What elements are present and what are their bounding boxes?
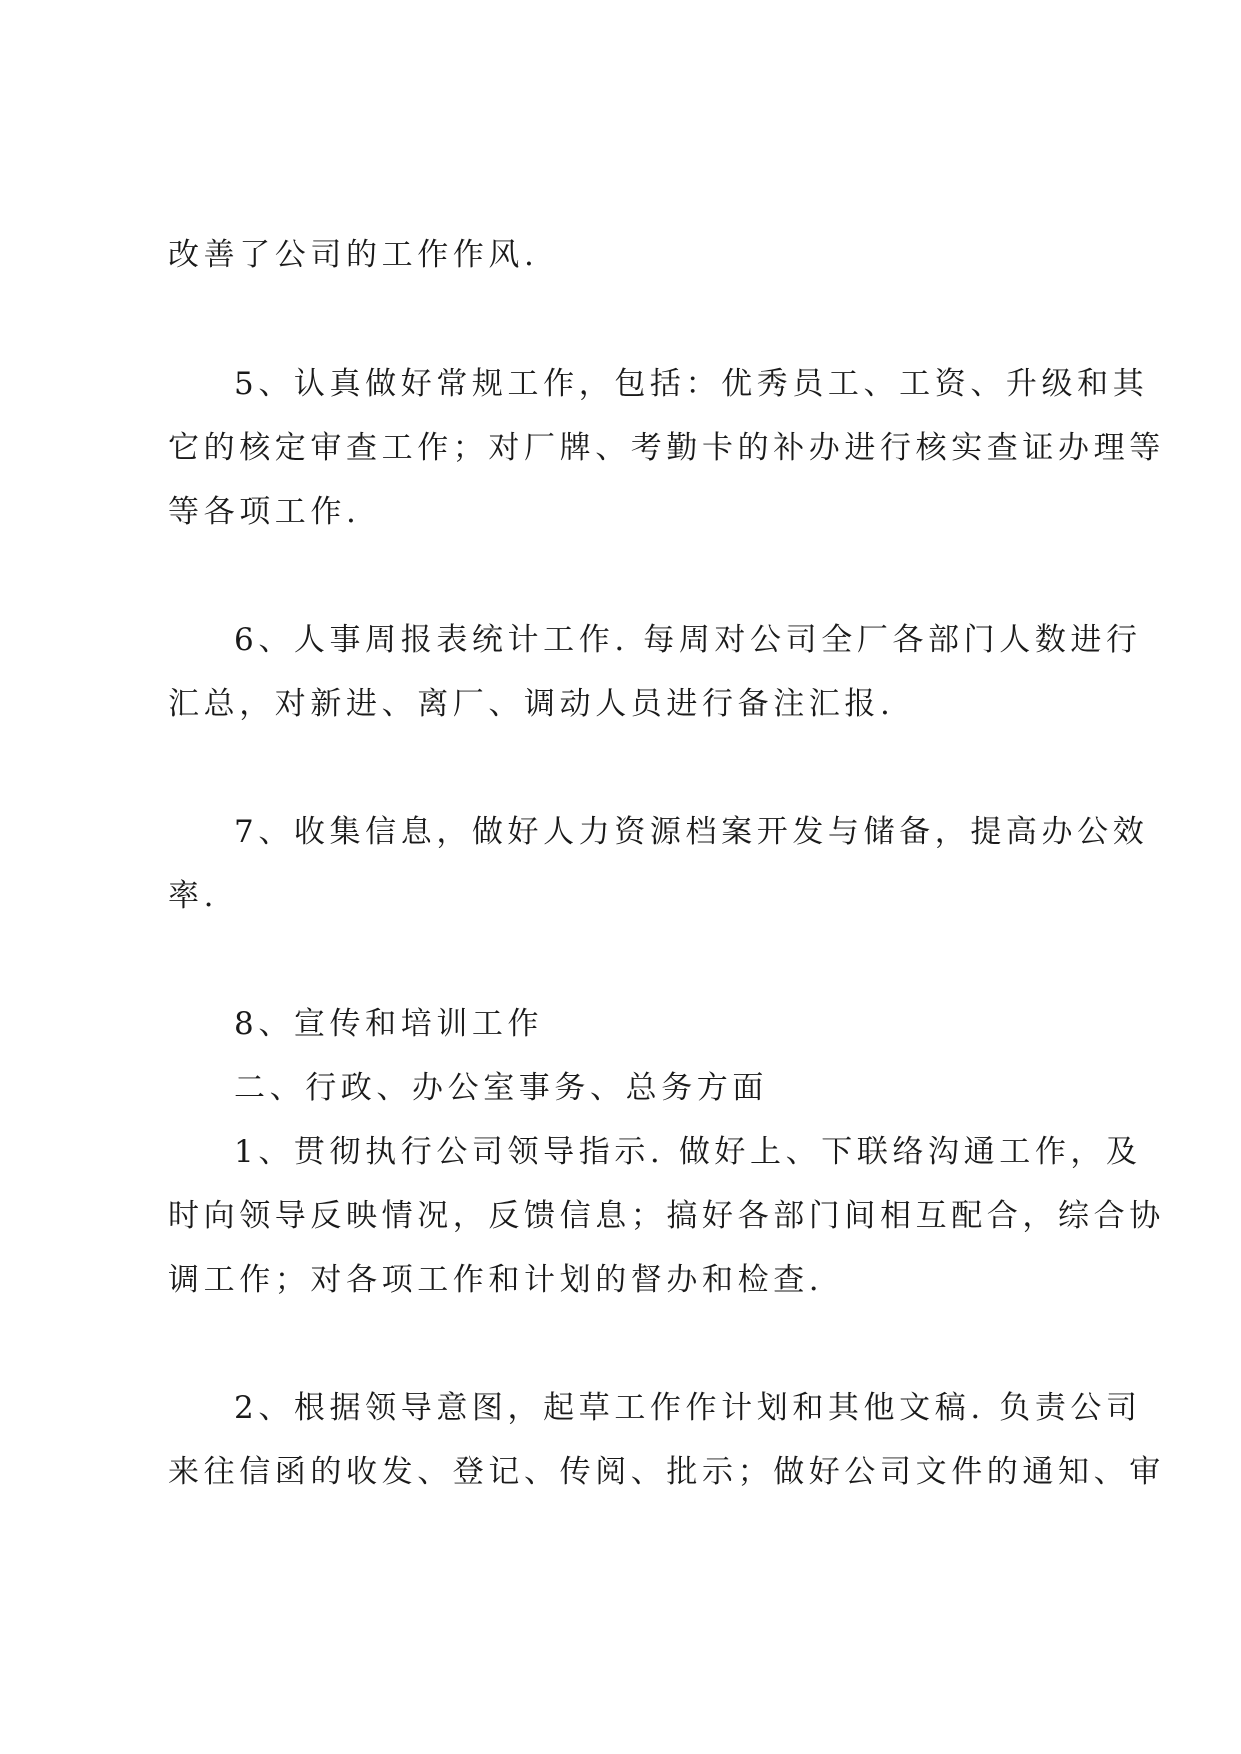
paragraph-6-line-1: 6、人事周报表统计工作. 每周对公司全厂各部门人数进行 xyxy=(234,622,1142,658)
paragraph-b1-line-1: 1、贯彻执行公司领导指示. 做好上、下联络沟通工作，及 xyxy=(234,1134,1142,1170)
text-line: 改善了公司的工作作风. xyxy=(168,237,539,273)
paragraph-7-line-2: 率. xyxy=(168,878,219,914)
paragraph-b1-line-2: 时向领导反映情况，反馈信息；搞好各部门间相互配合，综合协 xyxy=(168,1198,1165,1234)
paragraph-b1-line-3: 调工作；对各项工作和计划的督办和检查. xyxy=(168,1262,824,1298)
paragraph-7-line-1: 7、收集信息，做好人力资源档案开发与储备，提高办公效 xyxy=(234,814,1149,850)
paragraph-5-line-3: 等各项工作. xyxy=(168,494,361,530)
section-heading: 二、行政、办公室事务、总务方面 xyxy=(234,1070,768,1106)
paragraph-6-line-2: 汇总，对新进、离厂、调动人员进行备注汇报. xyxy=(168,686,895,722)
paragraph-b2-line-1: 2、根据领导意图，起草工作作计划和其他文稿. 负责公司 xyxy=(234,1390,1142,1426)
paragraph-b2-line-2: 来往信函的收发、登记、传阅、批示；做好公司文件的通知、审 xyxy=(168,1454,1165,1490)
paragraph-5-line-2: 它的核定审查工作；对厂牌、考勤卡的补办进行核实查证办理等 xyxy=(168,430,1165,466)
paragraph-8-heading: 8、宣传和培训工作 xyxy=(234,1006,544,1042)
paragraph-5-line-1: 5、认真做好常规工作，包括：优秀员工、工资、升级和其 xyxy=(234,366,1149,402)
